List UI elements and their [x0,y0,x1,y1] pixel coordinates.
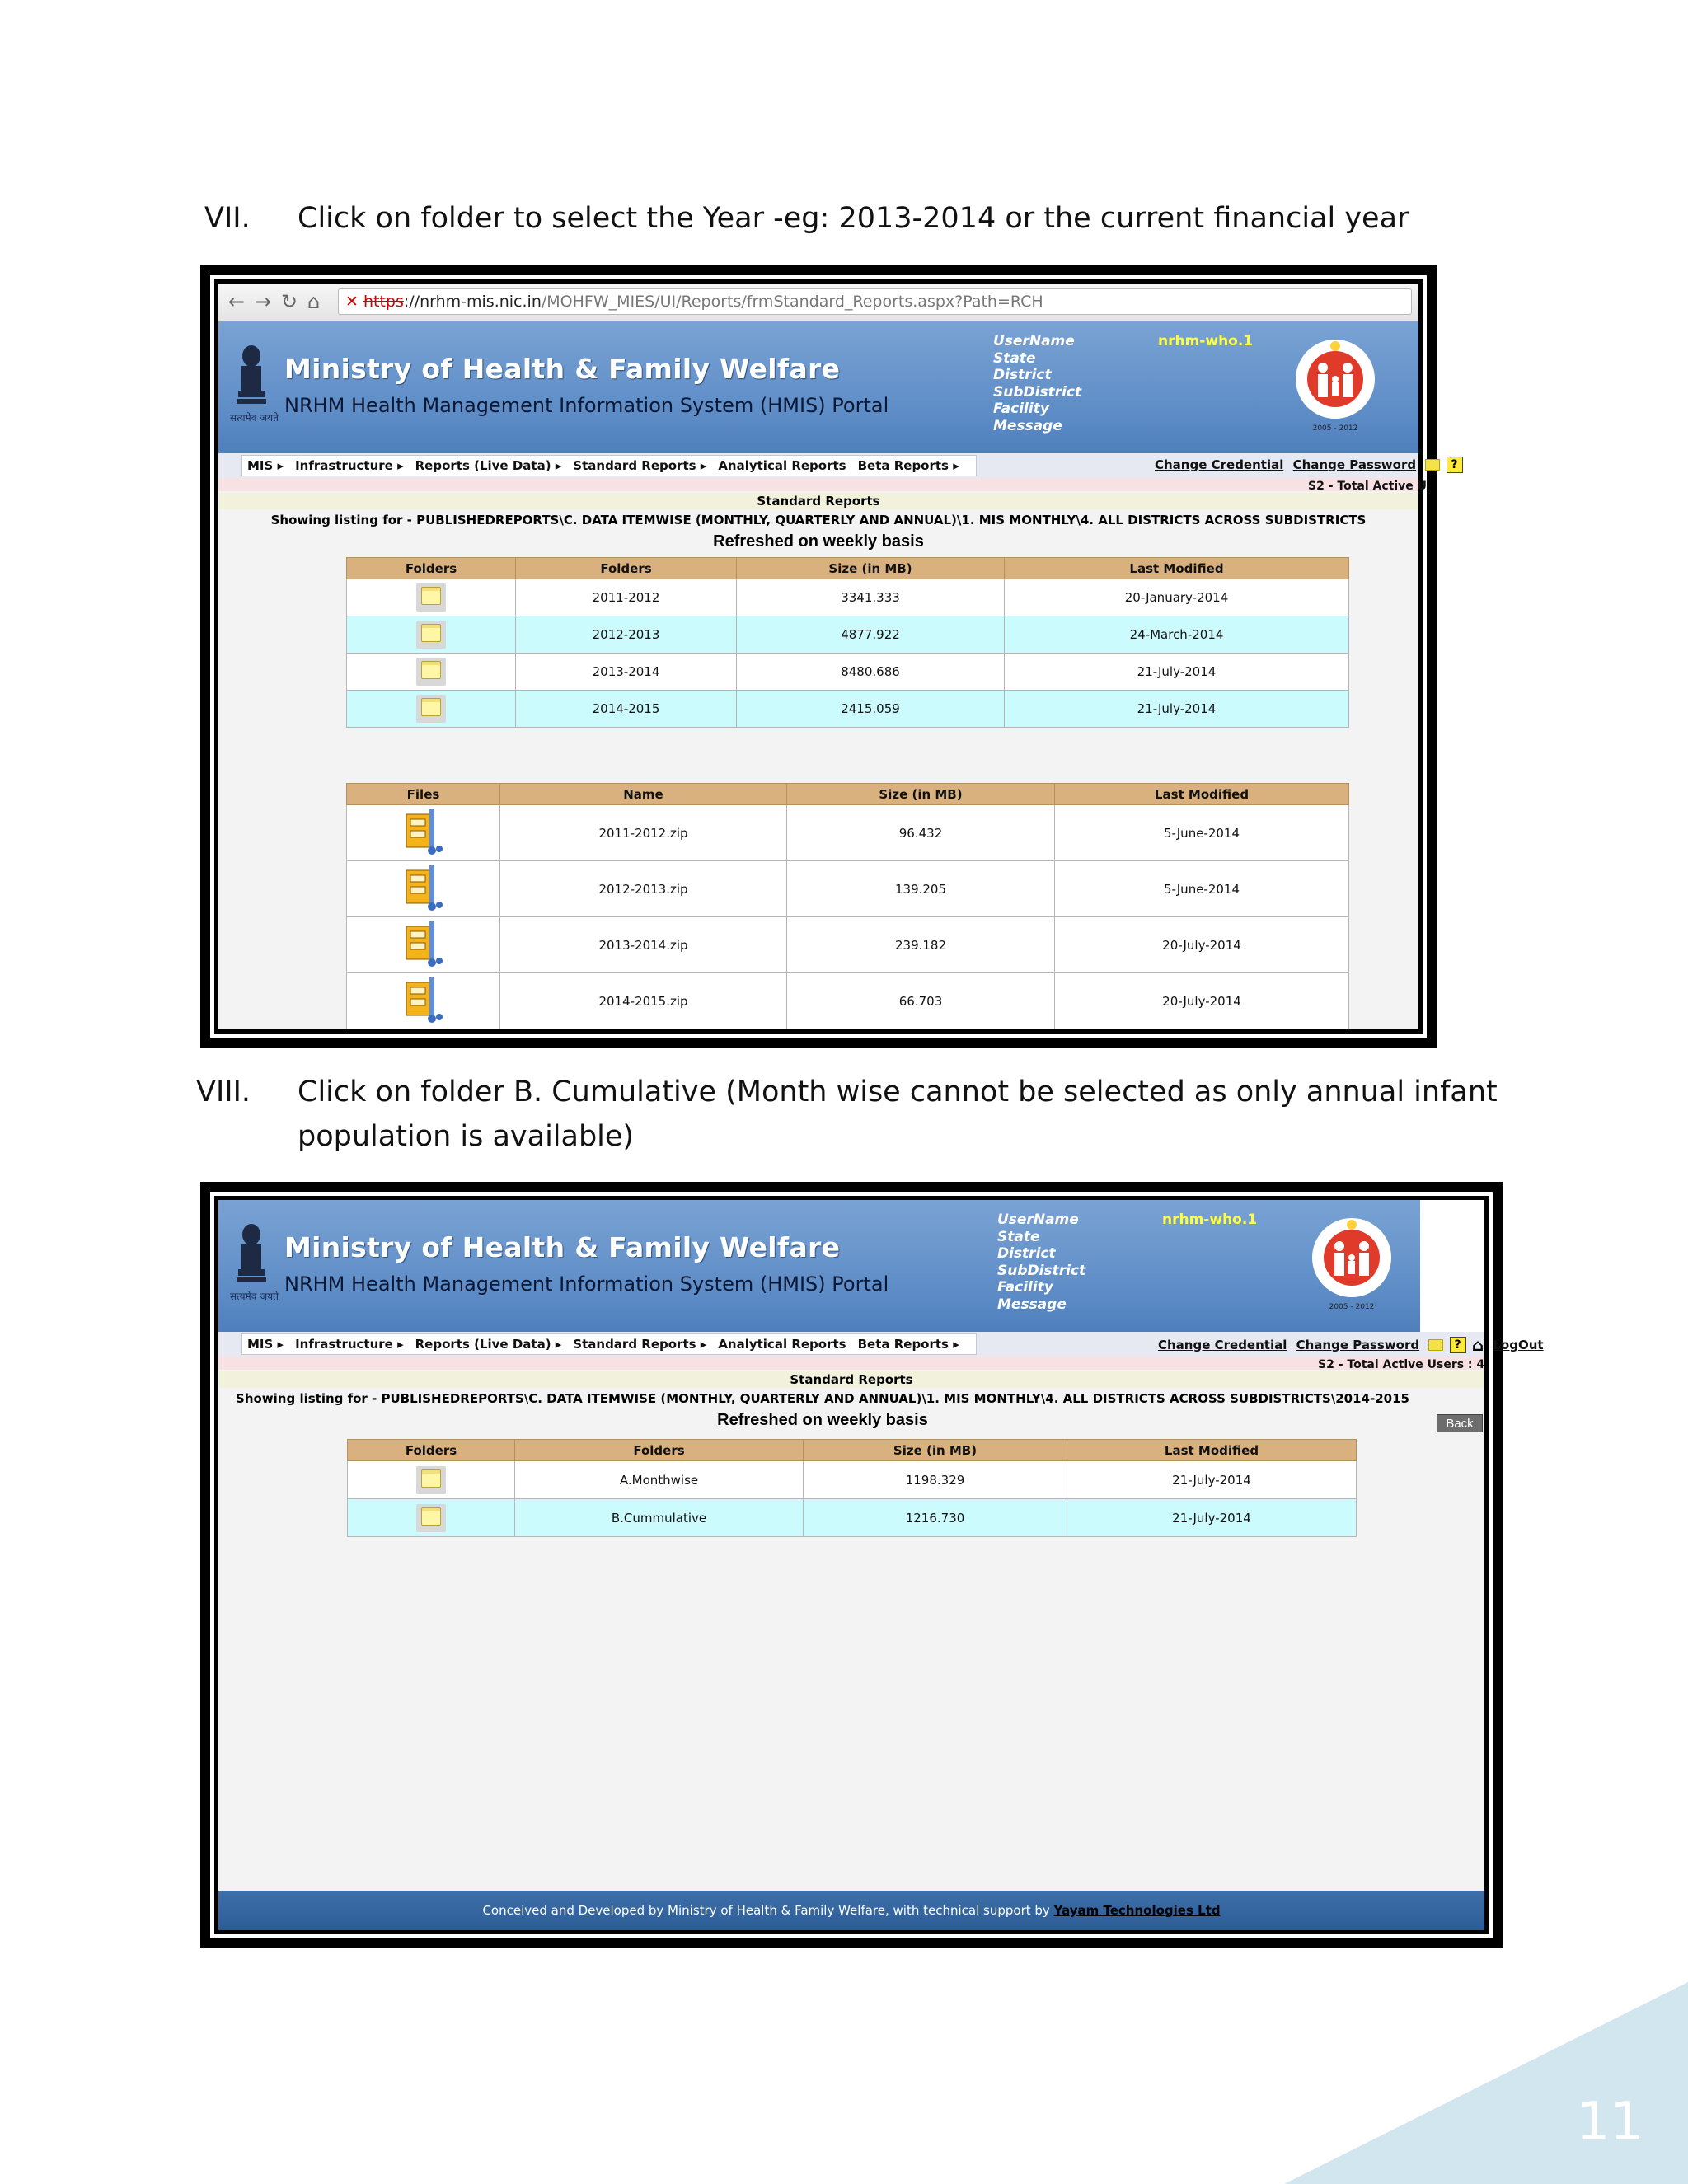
notice-band [218,1357,1484,1370]
footer-link[interactable]: Yayam Technologies Ltd [1053,1903,1221,1918]
account-links [1153,1335,1544,1355]
file-name[interactable]: 2014-2015.zip [500,973,787,1029]
notice-band [218,478,1418,491]
col-modified: Last Modified [1055,784,1349,805]
browser-screen-1 [218,284,1458,1029]
label-state: State [997,1228,1040,1245]
active-users: S2 - Total Active Users : 4 [1318,1358,1485,1371]
label-subdistrict: SubDistrict [997,1262,1086,1279]
menu-reports-live[interactable]: Reports (Live Data) ▸ [415,1337,562,1352]
label-message: Message [997,1296,1067,1313]
svg-text:2005 - 2012: 2005 - 2012 [1312,424,1358,433]
home-icon[interactable]: ⌂ [307,290,321,313]
url-scheme: https [363,293,404,311]
label-username: UserName [997,1212,1079,1228]
username-value: nrhm-who.1 [1162,1212,1258,1228]
portal-subtitle: NRHM Health Management Information System (HMIS) Portal [284,394,889,417]
help-icon[interactable]: ? [1447,457,1463,473]
files-table [346,783,1349,1029]
menu-standard-reports[interactable]: Standard Reports ▸ [573,458,707,473]
insecure-icon: ✕ [345,293,359,311]
portal-footer [218,1891,1484,1930]
col-size: Size (in MB) [804,1440,1067,1461]
footer-text: Conceived and Developed by Ministry of Health & Family Welfare, with technical support by [482,1903,1050,1918]
step-text-line-1: Click on folder B. Cumulative (Month wise cannot be selected as only annual infant [298,1076,1498,1108]
label-district: District [993,367,1052,383]
nrhm-logo-icon [1298,1207,1405,1314]
col-folders: Folders [515,1440,804,1461]
file-modified: 20-July-2014 [1055,917,1349,973]
folder-icon[interactable] [421,1507,441,1526]
file-modified: 20-July-2014 [1055,973,1349,1029]
url-path: /MOHFW_MIES/UI/Reports/frmStandard_Reports.aspx?Path=RCH [541,293,1043,311]
file-size: 66.703 [787,973,1055,1029]
url-host: ://nrhm-mis.nic.in [403,293,542,311]
col-size: Size (in MB) [787,784,1055,805]
col-modified: Last Modified [1067,1440,1357,1461]
menu-mis[interactable]: MIS ▸ [247,458,284,473]
label-subdistrict: SubDistrict [993,383,1082,401]
refreshed-note: Refreshed on weekly basis [717,1411,928,1429]
browser-toolbar [218,284,1418,321]
col-folders-icon: Folders [348,1440,515,1461]
folder-name[interactable]: 2014-2015 [516,691,737,728]
step-text: Click on folder to select the Year -eg: 2013-2014 or the current financial year [298,202,1409,235]
zip-archive-icon[interactable] [403,864,444,912]
folders-table [347,1439,1357,1537]
page-number: 11 [1576,2092,1643,2153]
menu-standard-reports[interactable]: Standard Reports ▸ [573,1337,707,1352]
browser-screen-2 [218,1200,1544,1930]
svg-text:2005 - 2012: 2005 - 2012 [1329,1303,1375,1311]
refreshed-note: Refreshed on weekly basis [713,532,924,551]
user-info-labels [993,333,1081,434]
menu-beta-reports[interactable]: Beta Reports ▸ [857,458,959,473]
header-blank [1420,1200,1484,1332]
folder-size: 4877.922 [737,616,1005,654]
table-header [347,784,1349,805]
national-emblem-icon [233,343,270,409]
file-name[interactable]: 2011-2012.zip [500,805,787,861]
folder-modified: 21-July-2014 [1067,1461,1357,1499]
change-credential-link[interactable]: Change Credential [1158,1337,1287,1352]
menu-analytical-reports[interactable]: Analytical Reports [718,458,846,473]
active-users: S2 - Total Active U [1308,480,1427,493]
standard-reports-heading: Standard Reports [218,1371,1484,1388]
zip-archive-icon[interactable] [403,920,444,968]
label-message: Message [993,417,1062,434]
folder-size: 3341.333 [737,579,1005,616]
file-size: 96.432 [787,805,1055,861]
file-name[interactable]: 2012-2013.zip [500,861,787,917]
listing-path: Showing listing for - PUBLISHEDREPORTS\C. DATA ITEMWISE (MONTHLY, QUARTERLY AND ANNUAL)\1. MIS MONTHLY\4. ALL DISTRICTS ACROSS SUBDISTRICTS\2014-2015 [236,1391,1409,1406]
mail-icon[interactable] [1428,1339,1443,1351]
nrhm-logo-icon [1282,328,1389,435]
col-modified: Last Modified [1005,558,1349,579]
col-name: Name [500,784,787,805]
step-vii [204,196,1606,242]
file-modified: 5-June-2014 [1055,805,1349,861]
portal-header [218,1200,1420,1332]
main-menu [241,455,977,476]
step-number: VIII. [196,1076,251,1108]
table-row[interactable] [347,861,1349,917]
table-row[interactable] [348,1461,1357,1499]
table-row[interactable] [347,691,1349,728]
step-viii [196,1070,1614,1160]
emblem-caption: सत्यमेव जयते [230,412,279,424]
folder-icon[interactable] [421,624,441,642]
step-number: VII. [204,202,251,235]
standard-reports-heading: Standard Reports [218,493,1418,509]
reload-icon[interactable]: ↻ [281,290,298,313]
logout-link[interactable]: LogOut [1493,1337,1544,1352]
folder-modified: 21-July-2014 [1005,691,1349,728]
menu-reports-live[interactable]: Reports (Live Data) ▸ [415,458,562,473]
table-row[interactable] [348,1499,1357,1537]
screenshot-frame-2 [200,1182,1544,1948]
menu-analytical-reports[interactable]: Analytical Reports [718,1337,846,1352]
label-district: District [997,1245,1056,1262]
portal-title: Ministry of Health & Family Welfare [284,353,841,385]
folder-icon[interactable] [421,661,441,679]
forward-arrow-icon[interactable]: → [255,290,272,313]
folder-name[interactable]: 2011-2012 [516,579,737,616]
file-name[interactable]: 2013-2014.zip [500,917,787,973]
page-corner-decoration [1226,1982,1688,2184]
screenshot-frame-1 [200,265,1458,1048]
table-row[interactable] [347,579,1349,616]
listing-path: Showing listing for - PUBLISHEDREPORTS\C. DATA ITEMWISE (MONTHLY, QUARTERLY AND ANNUAL)\1. MIS MONTHLY\4. ALL DISTRICTS ACROSS SUBDISTRICTS [270,513,1367,527]
table-row[interactable] [347,973,1349,1029]
folder-size: 1198.329 [804,1461,1067,1499]
table-header [347,558,1349,579]
folder-modified: 21-July-2014 [1005,654,1349,691]
col-folders: Folders [516,558,737,579]
col-files: Files [347,784,500,805]
folders-table [346,557,1349,728]
folder-name[interactable]: 2013-2014 [516,654,737,691]
zip-archive-icon[interactable] [403,808,444,855]
table-row[interactable] [347,805,1349,861]
label-facility: Facility [997,1279,1053,1296]
back-arrow-icon[interactable]: ← [228,290,246,313]
folder-size: 1216.730 [804,1499,1067,1537]
col-folders-icon: Folders [347,558,516,579]
portal-title: Ministry of Health & Family Welfare [284,1231,841,1263]
table-row[interactable] [347,917,1349,973]
change-credential-link[interactable]: Change Credential [1155,457,1284,472]
user-info-labels [997,1212,1085,1313]
menu-mis[interactable]: MIS ▸ [247,1337,284,1352]
emblem-caption: सत्यमेव जयते [230,1291,279,1302]
file-modified: 5-June-2014 [1055,861,1349,917]
portal-header [218,321,1418,453]
step-text-line-2: population is available) [298,1120,635,1153]
label-facility: Facility [993,401,1049,417]
folder-modified: 24-March-2014 [1005,616,1349,654]
home-icon[interactable]: ⌂ [1471,1335,1484,1355]
change-password-link[interactable]: Change Password [1296,1337,1420,1352]
col-size: Size (in MB) [737,558,1005,579]
label-state: State [993,349,1036,367]
menu-beta-reports[interactable]: Beta Reports ▸ [857,1337,959,1352]
main-menu [241,1333,977,1355]
menu-bar [218,453,1458,478]
folder-name[interactable]: 2012-2013 [516,616,737,654]
help-icon[interactable]: ? [1450,1337,1466,1353]
menu-bar [218,1332,1544,1357]
account-links [1150,457,1463,473]
back-button[interactable]: Back [1437,1414,1483,1432]
table-header [348,1440,1357,1461]
menu-infrastructure[interactable]: Infrastructure ▸ [295,1337,404,1352]
folder-size: 8480.686 [737,654,1005,691]
username-value: nrhm-who.1 [1158,333,1254,349]
label-username: UserName [993,333,1075,349]
change-password-link[interactable]: Change Password [1292,457,1417,472]
file-size: 139.205 [787,861,1055,917]
folder-modified: 21-July-2014 [1067,1499,1357,1537]
address-bar[interactable] [338,288,1412,315]
folder-name[interactable]: A.Monthwise [515,1461,804,1499]
zip-archive-icon[interactable] [403,976,444,1024]
menu-infrastructure[interactable]: Infrastructure ▸ [295,458,404,473]
table-row[interactable] [347,616,1349,654]
folder-name[interactable]: B.Cummulative [515,1499,804,1537]
folder-icon[interactable] [421,1469,441,1488]
folder-icon[interactable] [421,698,441,716]
file-size: 239.182 [787,917,1055,973]
national-emblem-icon [233,1221,270,1287]
folder-modified: 20-January-2014 [1005,579,1349,616]
folder-icon[interactable] [421,587,441,605]
folder-size: 2415.059 [737,691,1005,728]
table-row[interactable] [347,654,1349,691]
mail-icon[interactable] [1425,459,1440,471]
portal-subtitle: NRHM Health Management Information System (HMIS) Portal [284,1272,889,1296]
